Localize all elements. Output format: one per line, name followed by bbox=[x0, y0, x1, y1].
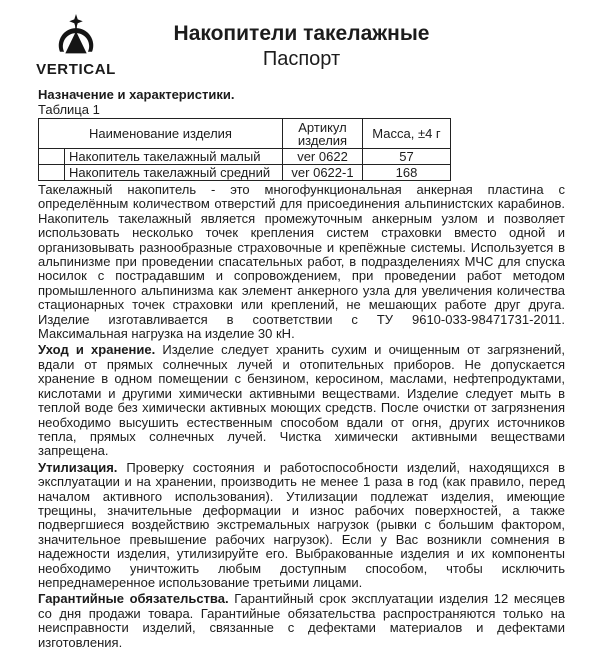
page-subtitle: Паспорт bbox=[262, 48, 341, 70]
product-name-cell: Накопитель такелажный малый bbox=[65, 149, 283, 165]
disposal-heading: Утилизация. bbox=[38, 459, 118, 475]
paragraph-disposal bbox=[38, 461, 565, 591]
brand-logo bbox=[33, 14, 119, 78]
row-spacer-cell bbox=[39, 165, 65, 181]
row-spacer-cell bbox=[39, 149, 65, 165]
product-article-cell: ver 0622 bbox=[283, 149, 363, 165]
product-spec-table bbox=[38, 118, 451, 181]
product-name-cell: Накопитель такелажный средний bbox=[65, 165, 283, 181]
column-header-name: Наименование изделия bbox=[39, 119, 283, 149]
column-header-mass: Масса, ±4 г bbox=[363, 119, 451, 149]
paragraph-warranty bbox=[38, 592, 565, 650]
table-caption: Таблица 1 bbox=[38, 102, 100, 117]
paragraph-care bbox=[38, 343, 565, 458]
warranty-heading: Гарантийные обязательства. bbox=[38, 591, 229, 607]
column-header-article: Артикул изделия bbox=[283, 119, 363, 149]
product-mass-cell: 168 bbox=[363, 165, 451, 181]
section-heading-purpose: Назначение и характеристики. bbox=[38, 87, 235, 102]
paragraph-purpose bbox=[38, 183, 565, 341]
brand-name: VERTICAL bbox=[36, 61, 116, 78]
disposal-body-text: Проверку состояния и работоспособности изделий, находящихся в эксплуатации и на хранении, производить не менее 1 раза в год (как правило, перед началом активного использования). Утилизации подлежат изделия, имеющие трещины, значительные деформации и износ рабочих поверхностей, а также подвергшиеся воздействию экстремальных нагрузок (рывки с большим фактором, значительное превышение рабочих нагрузок). Если у Вас возникли сомнения в надежности изделия, утилизируйте его. Выбракованные изделия и их компоненты необходимо уничтожить любым доступным способом, чтобы исключить непреднамеренное использование третьими лицами. bbox=[38, 459, 565, 590]
table-header-row bbox=[39, 119, 451, 149]
page-title: Накопители такелажные bbox=[173, 22, 430, 45]
product-mass-cell: 57 bbox=[363, 149, 451, 165]
document-header bbox=[38, 14, 565, 80]
table-row bbox=[39, 149, 451, 165]
warranty-body-text: Гарантийный срок эксплуатации изделия 12 месяцев со дня продажи товара. Гарантийные обязательства распространяются только на неисправности изделий, связанные с дефектами материалов и дефектами изготовления. bbox=[38, 591, 566, 650]
care-body-text: Изделие следует хранить сухим и очищенным от загрязнений, вдали от прямых солнечных лучей и отопительных приборов. Не допускается хранение в одном помещении с бензином, керосином, маслами, нефтепродуктами, кислотами и другими химически активными веществами. Изделие следует мыть в теплой воде без химически активных моющих средств. После очистки от загрязнения необходимо высушить естественным способом вдали от огня, других источников тепла, прямых солнечных лучей. Чистка химически активными веществами запрещена. bbox=[38, 342, 565, 459]
table-row bbox=[39, 165, 451, 181]
product-article-cell: ver 0622-1 bbox=[283, 165, 363, 181]
care-heading: Уход и хранение. bbox=[38, 342, 156, 358]
vertical-tree-icon bbox=[33, 14, 119, 60]
purpose-body-text: Такелажный накопитель - это многофункциональная анкерная пластина с определённым количеством отверстий для присоединения альпинистских карабинов. Накопитель такелажный является промежуточным анкерным узлом и позволяет использовать несколько точек крепления систем страховки вместо одной и организовывать разнообразные страховочные и крепёжные системы. Используется в альпинизме при проведении спасательных работ, в подразделениях МЧС для спуска носилок с пострадавшим и сопровождением, при проведении работ методом промышленного альпинизма как элемент анкерного узла для увеличения количества стационарных точек страховки или креплений, не мешающих работе друг друга. Изделие изготавливается в соответствии с ТУ 9610-033-98471731-2011. Максимальная нагрузка на изделие 30 кН. bbox=[38, 182, 565, 342]
